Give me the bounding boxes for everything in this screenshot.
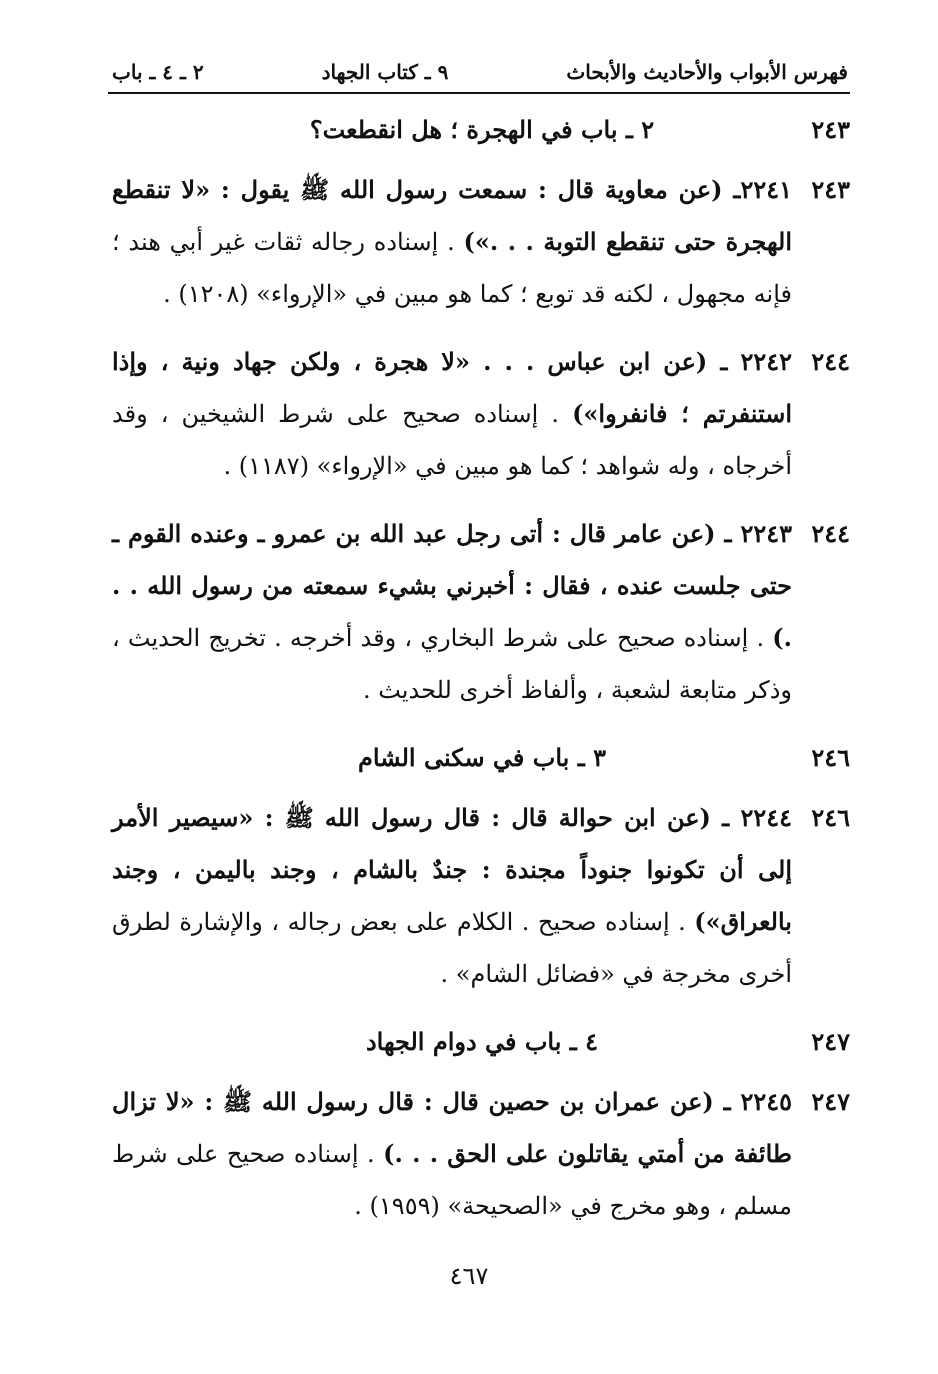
hadith-text xyxy=(112,1076,792,1232)
hadith-entry xyxy=(112,508,850,716)
hadith-text xyxy=(112,508,792,716)
page-number: ٤٦٧ xyxy=(449,1262,489,1290)
hadith-quote: ٢٢٤١ـ (عن معاوية قال : سمعت رسول الله ﷺ يقول : «لا تنقطع الهجرة حتى تنقطع التوبة . . .») xyxy=(112,175,792,256)
hadith-entry xyxy=(112,1076,850,1232)
hadith-commentary: . إسناده صحيح . الكلام على بعض رجاله ، والإشارة لطرق أخرى مخرجة في «فضائل الشام» . xyxy=(112,908,792,988)
page-ref: ٢٤٧ xyxy=(811,1027,850,1056)
page-ref: ٢٤٦ xyxy=(811,743,850,772)
running-header xyxy=(112,54,848,90)
hadith-text xyxy=(112,336,792,492)
hadith-commentary: . إسناده صحيح على شرط مسلم ، وهو مخرج في «الصحيحة» (١٩٥٩) . xyxy=(112,1140,792,1220)
section-heading: ٢ ـ باب في الهجرة ؛ هل انقطعت؟ xyxy=(309,115,655,144)
page-ref: ٢٤٦ xyxy=(811,803,850,832)
section-heading-row xyxy=(112,1016,850,1068)
hadith-entry xyxy=(112,164,850,320)
header-section-range: ٢ ـ ٤ ـ باب xyxy=(112,60,204,84)
header-rule xyxy=(108,92,850,94)
page-ref: ٢٤٧ xyxy=(811,1087,850,1116)
hadith-text xyxy=(112,792,792,1000)
hadith-entry xyxy=(112,792,850,1000)
hadith-commentary: . إسناده صحيح على شرط الشيخين ، وقد أخرجاه ، وله شواهد ؛ كما هو مبين في «الإرواء» (١١٨٧) . xyxy=(112,400,792,480)
hadith-quote: ٢٢٤٣ ـ (عن عامر قال : أتى رجل عبد الله بن عمرو ـ وعنده القوم ـ حتى جلست عنده ، فقال : أخبرني بشيء سمعته من رسول الله . . .) xyxy=(112,519,792,652)
hadith-entry xyxy=(112,336,850,492)
hadith-quote: ٢٢٤٤ ـ (عن ابن حوالة قال : قال رسول الله ﷺ : «سيصير الأمر إلى أن تكونوا جنوداً مجندة : جندٌ بالشام ، وجند باليمن ، وجند بالعراق») xyxy=(112,803,792,936)
section-heading-row xyxy=(112,732,850,784)
page-ref: ٢٤٤ xyxy=(811,519,850,548)
page-ref: ٢٤٣ xyxy=(811,115,850,144)
hadith-text xyxy=(112,164,792,320)
section-heading: ٤ ـ باب في دوام الجهاد xyxy=(365,1027,599,1056)
page-ref: ٢٤٤ xyxy=(811,347,850,376)
hadith-commentary: . إسناده صحيح على شرط البخاري ، وقد أخرجه . تخريج الحديث ، وذكر متابعة لشعبة ، وألفاظ أخرى للحديث . xyxy=(112,624,792,704)
section-heading-row xyxy=(112,104,850,156)
header-book-title: فهرس الأبواب والأحاديث والأبحاث xyxy=(566,60,848,84)
header-chapter: ٩ ـ كتاب الجهاد xyxy=(321,60,449,84)
page-ref: ٢٤٣ xyxy=(811,175,850,204)
index-body xyxy=(112,104,850,1248)
section-heading: ٣ ـ باب في سكنى الشام xyxy=(358,743,606,772)
hadith-quote: ٢٢٤٥ ـ (عن عمران بن حصين قال : قال رسول الله ﷺ : «لا تزال طائفة من أمتي يقاتلون على الحق . . .) xyxy=(112,1087,792,1168)
hadith-quote: ٢٢٤٢ ـ (عن ابن عباس . . . «لا هجرة ، ولكن جهاد ونية ، وإذا استنفرتم ؛ فانفروا») xyxy=(112,347,792,428)
hadith-commentary: . إسناده رجاله ثقات غير أبي هند ؛ فإنه مجهول ، لكنه قد توبع ؛ كما هو مبين في «الإرواء» (١٢٠٨) . xyxy=(112,228,792,308)
